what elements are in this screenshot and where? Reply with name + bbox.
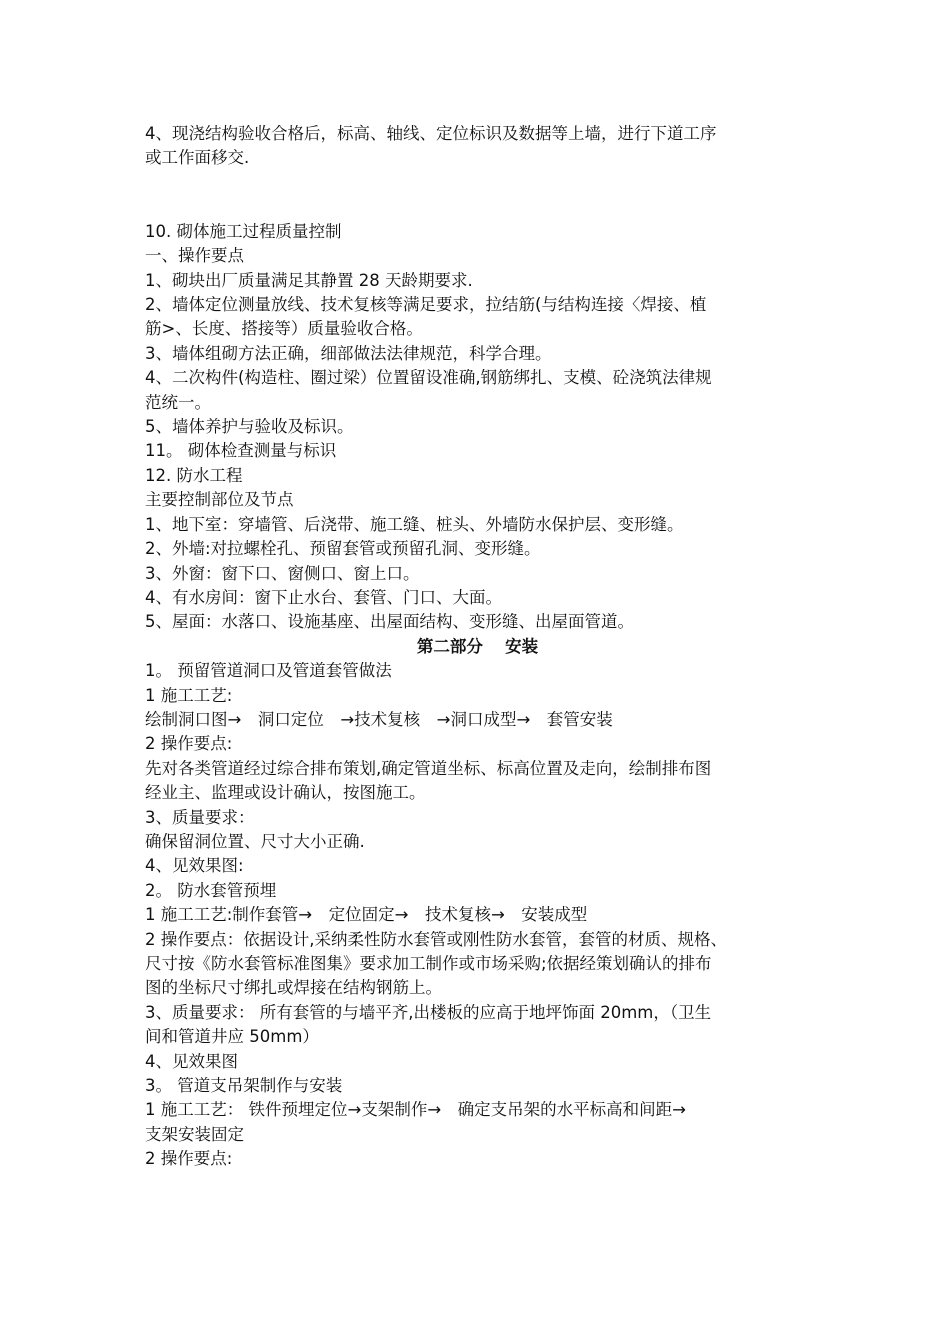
text-line: 间和管道井应 50mm） (145, 1027, 319, 1047)
text-line: 3。 管道支吊架制作与安装 (145, 1076, 343, 1096)
text-line: 支架安装固定 (145, 1124, 244, 1144)
installation-section (145, 659, 810, 1172)
text-line: 3、质量要求： (145, 807, 255, 827)
construction-section (145, 220, 810, 635)
text-line: 1、地下室：穿墙管、后浇带、施工缝、桩头、外墙防水保护层、变形缝。 (145, 514, 684, 534)
text-line: 3、质量要求： 所有套管的与墙平齐,出楼板的应高于地坪饰面 20mm，（卫生 (145, 1002, 712, 1022)
text-line: 4、有水房间：窗下止水台、套管、门口、大面。 (145, 587, 502, 607)
text-line: 2。 防水套管预埋 (145, 880, 277, 900)
text-line: 2 操作要点: (145, 1149, 233, 1169)
text-line: 或工作面移交. (145, 148, 250, 168)
text-line: 4、二次构件(构造柱、圈过梁）位置留设准确,钢筋绑扎、支模、砼浇筑法律规 (145, 368, 712, 388)
text-line: 5、屋面：水落口、设施基座、出屋面结构、变形缝、出屋面管道。 (145, 612, 634, 632)
text-line: 3、墙体组砌方法正确，细部做法法律规范，科学合理。 (145, 343, 552, 363)
text-line: 11。 砌体检查测量与标识 (145, 441, 337, 461)
text-line: 10. 砌体施工过程质量控制 (145, 221, 342, 241)
text-line: 5、墙体养护与验收及标识。 (145, 417, 354, 437)
text-line: 4、见效果图 (145, 1051, 238, 1071)
document-body (145, 122, 810, 1172)
text-line: 确保留洞位置、尺寸大小正确. (145, 831, 365, 851)
text-line: 绘制洞口图→ 洞口定位 →技术复核 →洞口成型→ 套管安装 (145, 709, 613, 729)
text-line: 1。 预留管道洞口及管道套管做法 (145, 661, 392, 681)
text-line: 2、墙体定位测量放线、技术复核等满足要求，拉结筋(与结构连接〈焊接、植 (145, 295, 707, 315)
text-line: 先对各类管道经过综合排布策划,确定管道坐标、标高位置及走向，绘制排布图 (145, 758, 712, 778)
part-heading: 第二部分 安装 (416, 636, 539, 656)
text-line: 2 操作要点: (145, 734, 233, 754)
text-line: 1 施工工艺： 铁件预埋定位→支架制作→ 确定支吊架的水平标高和间距→ (145, 1100, 686, 1120)
text-line: 筋>、长度、搭接等）质量验收合格。 (145, 319, 423, 339)
text-line: 12. 防水工程 (145, 465, 243, 485)
text-line: 2 操作要点：依据设计,采纳柔性防水套管或刚性防水套管，套管的材质、规格、 (145, 929, 727, 949)
text-line: 1 施工工艺:制作套管→ 定位固定→ 技术复核→ 安装成型 (145, 905, 588, 925)
text-line: 经业主、监理或设计确认，按图施工。 (145, 783, 426, 803)
text-line: 3、外窗：窗下口、窗侧口、窗上口。 (145, 563, 420, 583)
text-line: 范统一。 (145, 392, 211, 412)
text-line: 4、现浇结构验收合格后，标高、轴线、定位标识及数据等上墙，进行下道工序 (145, 124, 717, 143)
text-line: 1、砌块出厂质量满足其静置 28 天龄期要求. (145, 270, 473, 290)
text-line: 1 施工工艺: (145, 685, 233, 705)
text-line: 图的坐标尺寸绑扎或焊接在结构钢筋上。 (145, 978, 442, 998)
paragraph-gap (145, 171, 810, 220)
text-line: 2、外墙:对拉螺栓孔、预留套管或预留孔洞、变形缝。 (145, 539, 541, 559)
text-line: 主要控制部位及节点 (145, 490, 294, 510)
text-line: 尺寸按《防水套管标准图集》要求加工制作或市场采购;依据经策划确认的排布 (145, 954, 712, 973)
text-line: 4、见效果图: (145, 856, 244, 876)
text-line: 一、操作要点 (145, 246, 244, 266)
intro-section (145, 122, 810, 171)
